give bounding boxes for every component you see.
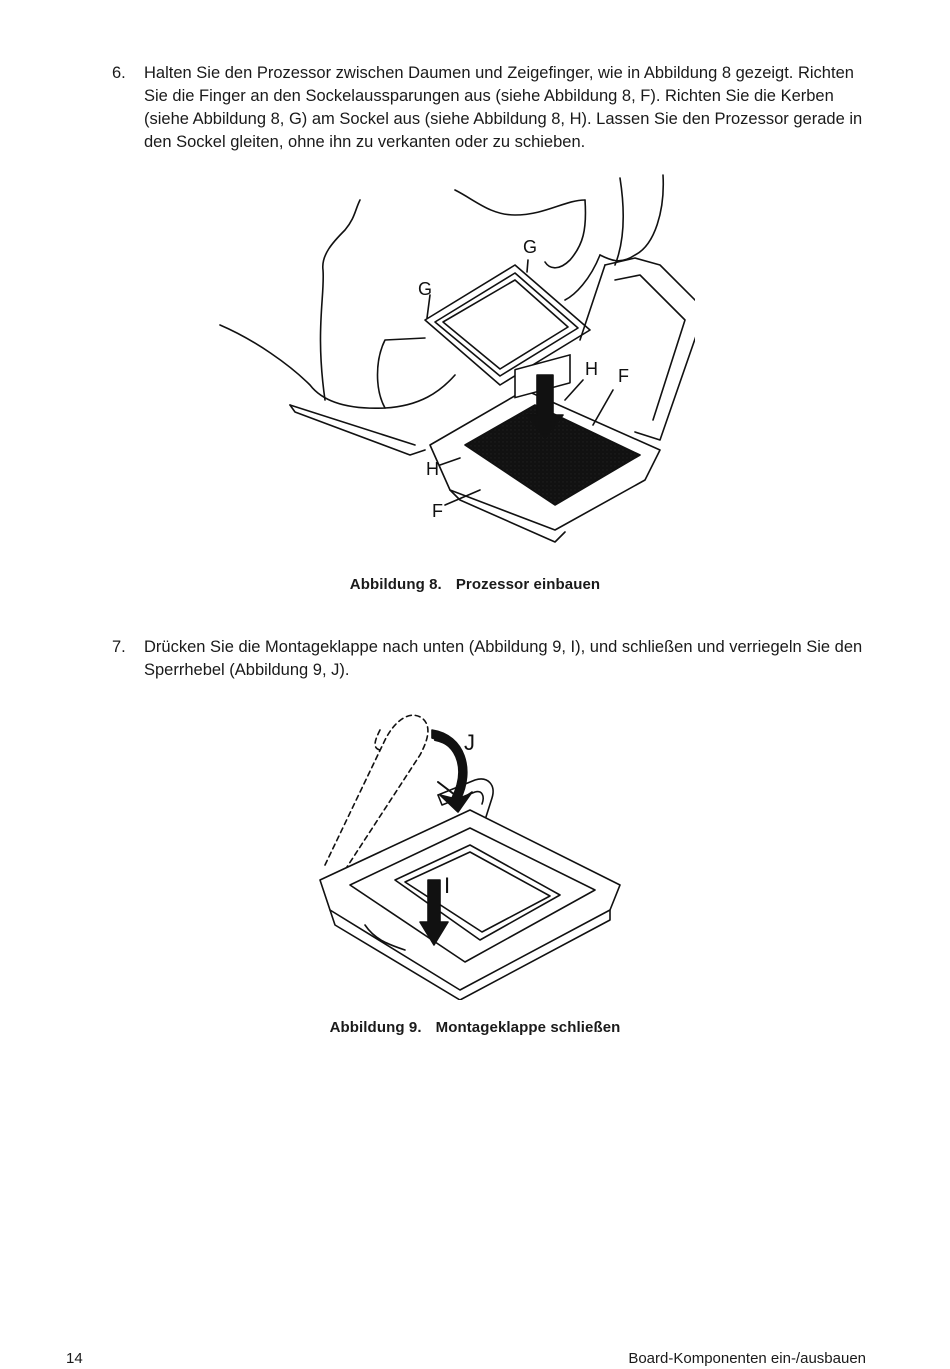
step-number: 7. — [112, 638, 126, 656]
figure-8-caption — [0, 576, 950, 593]
figure-9-caption — [0, 1019, 950, 1036]
footer-section-title: Board-Komponenten ein-/ausbauen — [628, 1350, 866, 1367]
figure-label: Abbildung 9. — [329, 1019, 422, 1036]
step-text: Halten Sie den Prozessor zwischen Daumen und Zeigefinger, wie in Abbildung 8 gezeigt. Richten Sie die Finger an den Sockelaussparungen aus (siehe Abbildung 8, F). Richten Sie die Kerben (siehe Abbildung 8, G) am Sockel aus (siehe Abbildung 8, H). Lassen Sie den Prozessor gerade in den Sockel gleiten, ohne ihn zu verkanten oder zu schieben. — [144, 64, 863, 151]
page-number: 14 — [66, 1350, 83, 1367]
step-6 — [112, 62, 882, 154]
step-number: 6. — [112, 64, 126, 82]
step-text: Drücken Sie die Montageklappe nach unten (Abbildung 9, I), und schließen und verriegeln Sie den Sperrhebel (Abbildung 9, J). — [144, 638, 863, 679]
callout-j: J — [464, 730, 475, 755]
callout-g-left: G — [418, 279, 433, 299]
figure-title: Prozessor einbauen — [455, 576, 601, 593]
callout-f-left: F — [432, 501, 443, 521]
figure-8-illustration — [215, 170, 695, 560]
callout-h-right: H — [585, 359, 598, 379]
figure-label: Abbildung 8. — [349, 576, 442, 593]
callout-i: I — [444, 873, 451, 898]
step-7 — [112, 636, 882, 682]
callout-h-left: H — [426, 459, 439, 479]
figure-title: Montageklappe schließen — [435, 1019, 621, 1036]
figure-9-illustration — [310, 700, 630, 1000]
callout-f-right: F — [618, 366, 629, 386]
callout-g-right: G — [523, 237, 538, 257]
